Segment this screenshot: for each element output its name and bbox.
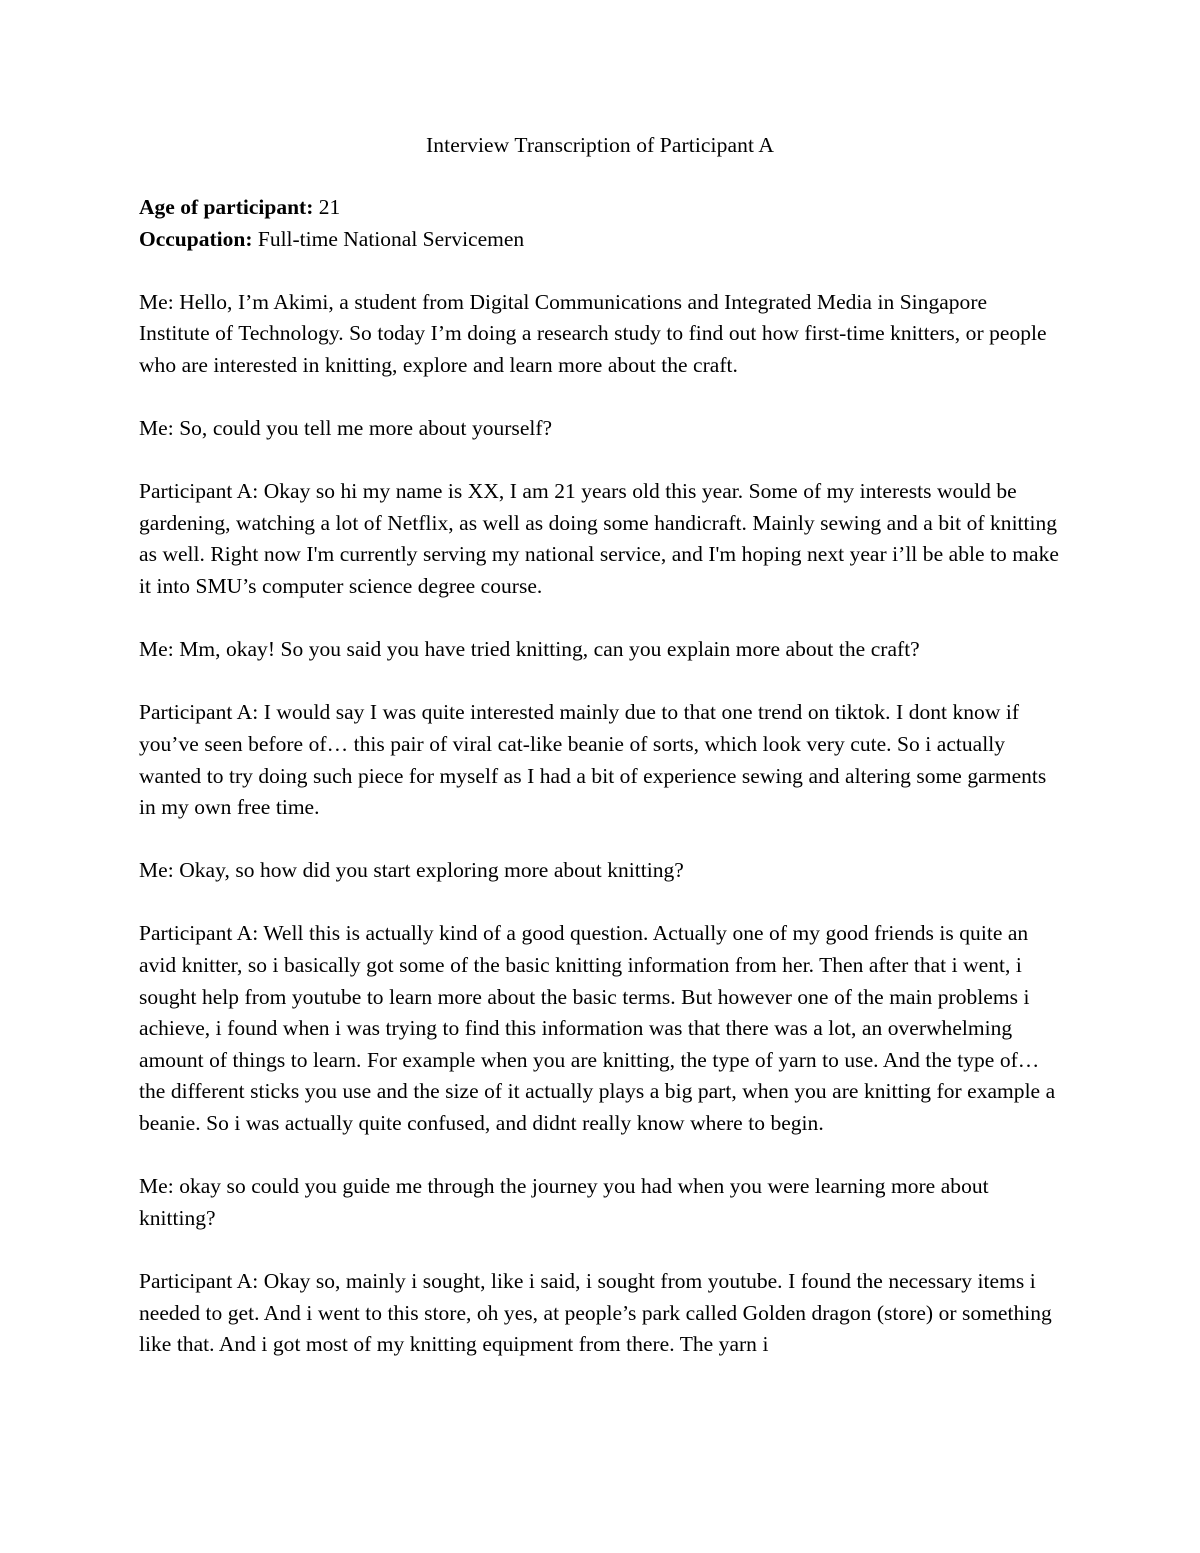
metadata-label-occupation: Occupation:	[139, 226, 253, 251]
metadata-row-occupation	[139, 224, 1061, 256]
page-title: Interview Transcription of Participant A	[426, 133, 774, 157]
paragraph-gap	[139, 445, 1061, 477]
transcript-paragraph: Me: Okay, so how did you start exploring more about knitting?	[139, 858, 684, 883]
transcript-paragraph: Me: Hello, I’m Akimi, a student from Digital Communications and Integrated Media in Singapore Institute of Technology. So today I’m doing a research study to find out how first-time knitters, or people who are interested in knitting, explore and learn more about the craft.	[139, 289, 1047, 377]
transcript-paragraph: Me: Mm, okay! So you said you have tried knitting, can you explain more about the craft?	[139, 637, 920, 662]
metadata-value-age: 21	[313, 195, 341, 219]
paragraph-gap	[139, 255, 1061, 287]
transcript-paragraph: Participant A: Well this is actually kind of a good question. Actually one of my good friends is quite an avid knitter, so i basically got some of the basic knitting information from her. Then after that i went, i sought help from youtube to learn more about the basic terms. But however one of the main problems i achieve, i found when i was trying to find this information was that there was a lot, an overwhelming amount of things to learn. For example when you are knitting, the type of yarn to use. And the type of… the different sticks you use and the size of it actually plays a big part, when you are knitting for example a beanie. So i was actually quite confused, and didnt really know where to begin.	[139, 921, 1056, 1136]
transcript-paragraph: Participant A: Okay so, mainly i sought, like i said, i sought from youtube. I found the necessary items i needed to get. And i went to this store, oh yes, at people’s park called Golden dragon (store) or something like that. And i got most of my knitting equipment from there. The yarn i	[139, 1269, 1052, 1357]
transcript-paragraph: Participant A: I would say I was quite interested mainly due to that one trend on tiktok. I dont know if you’ve seen before of… this pair of viral cat-like beanie of sorts, which look very cute. So i actually wanted to try doing such piece for myself as I had a bit of experience sewing and altering some garments in my own free time.	[139, 700, 1047, 820]
metadata-label-age: Age of participant:	[139, 195, 314, 219]
metadata-row-age	[139, 192, 1061, 224]
paragraph-gap	[139, 603, 1061, 635]
transcript-paragraph: Me: So, could you tell me more about yourself?	[139, 415, 553, 440]
paragraph-gap	[139, 887, 1061, 919]
paragraph-gap	[139, 666, 1061, 698]
metadata-value-occupation: Full-time National Servicemen	[252, 226, 525, 251]
transcript-paragraph: Me: okay so could you guide me through the journey you had when you were learning more about knitting?	[139, 1174, 989, 1230]
paragraph-gap	[139, 824, 1061, 856]
participant-metadata	[139, 192, 1061, 255]
paragraph-gap	[139, 1140, 1061, 1172]
paragraph-gap	[139, 381, 1061, 413]
title-spacer	[139, 161, 1061, 192]
transcript-paragraph: Participant A: Okay so hi my name is XX, I am 21 years old this year. Some of my interests would be gardening, watching a lot of Netflix, as well as doing some handicraft. Mainly sewing and a bit of knitting as well. Right now I'm currently serving my national service, and I'm hoping next year i’ll be able to make it into SMU’s computer science degree course.	[139, 479, 1059, 598]
paragraph-gap	[139, 1234, 1061, 1266]
document-body	[139, 130, 1061, 1361]
